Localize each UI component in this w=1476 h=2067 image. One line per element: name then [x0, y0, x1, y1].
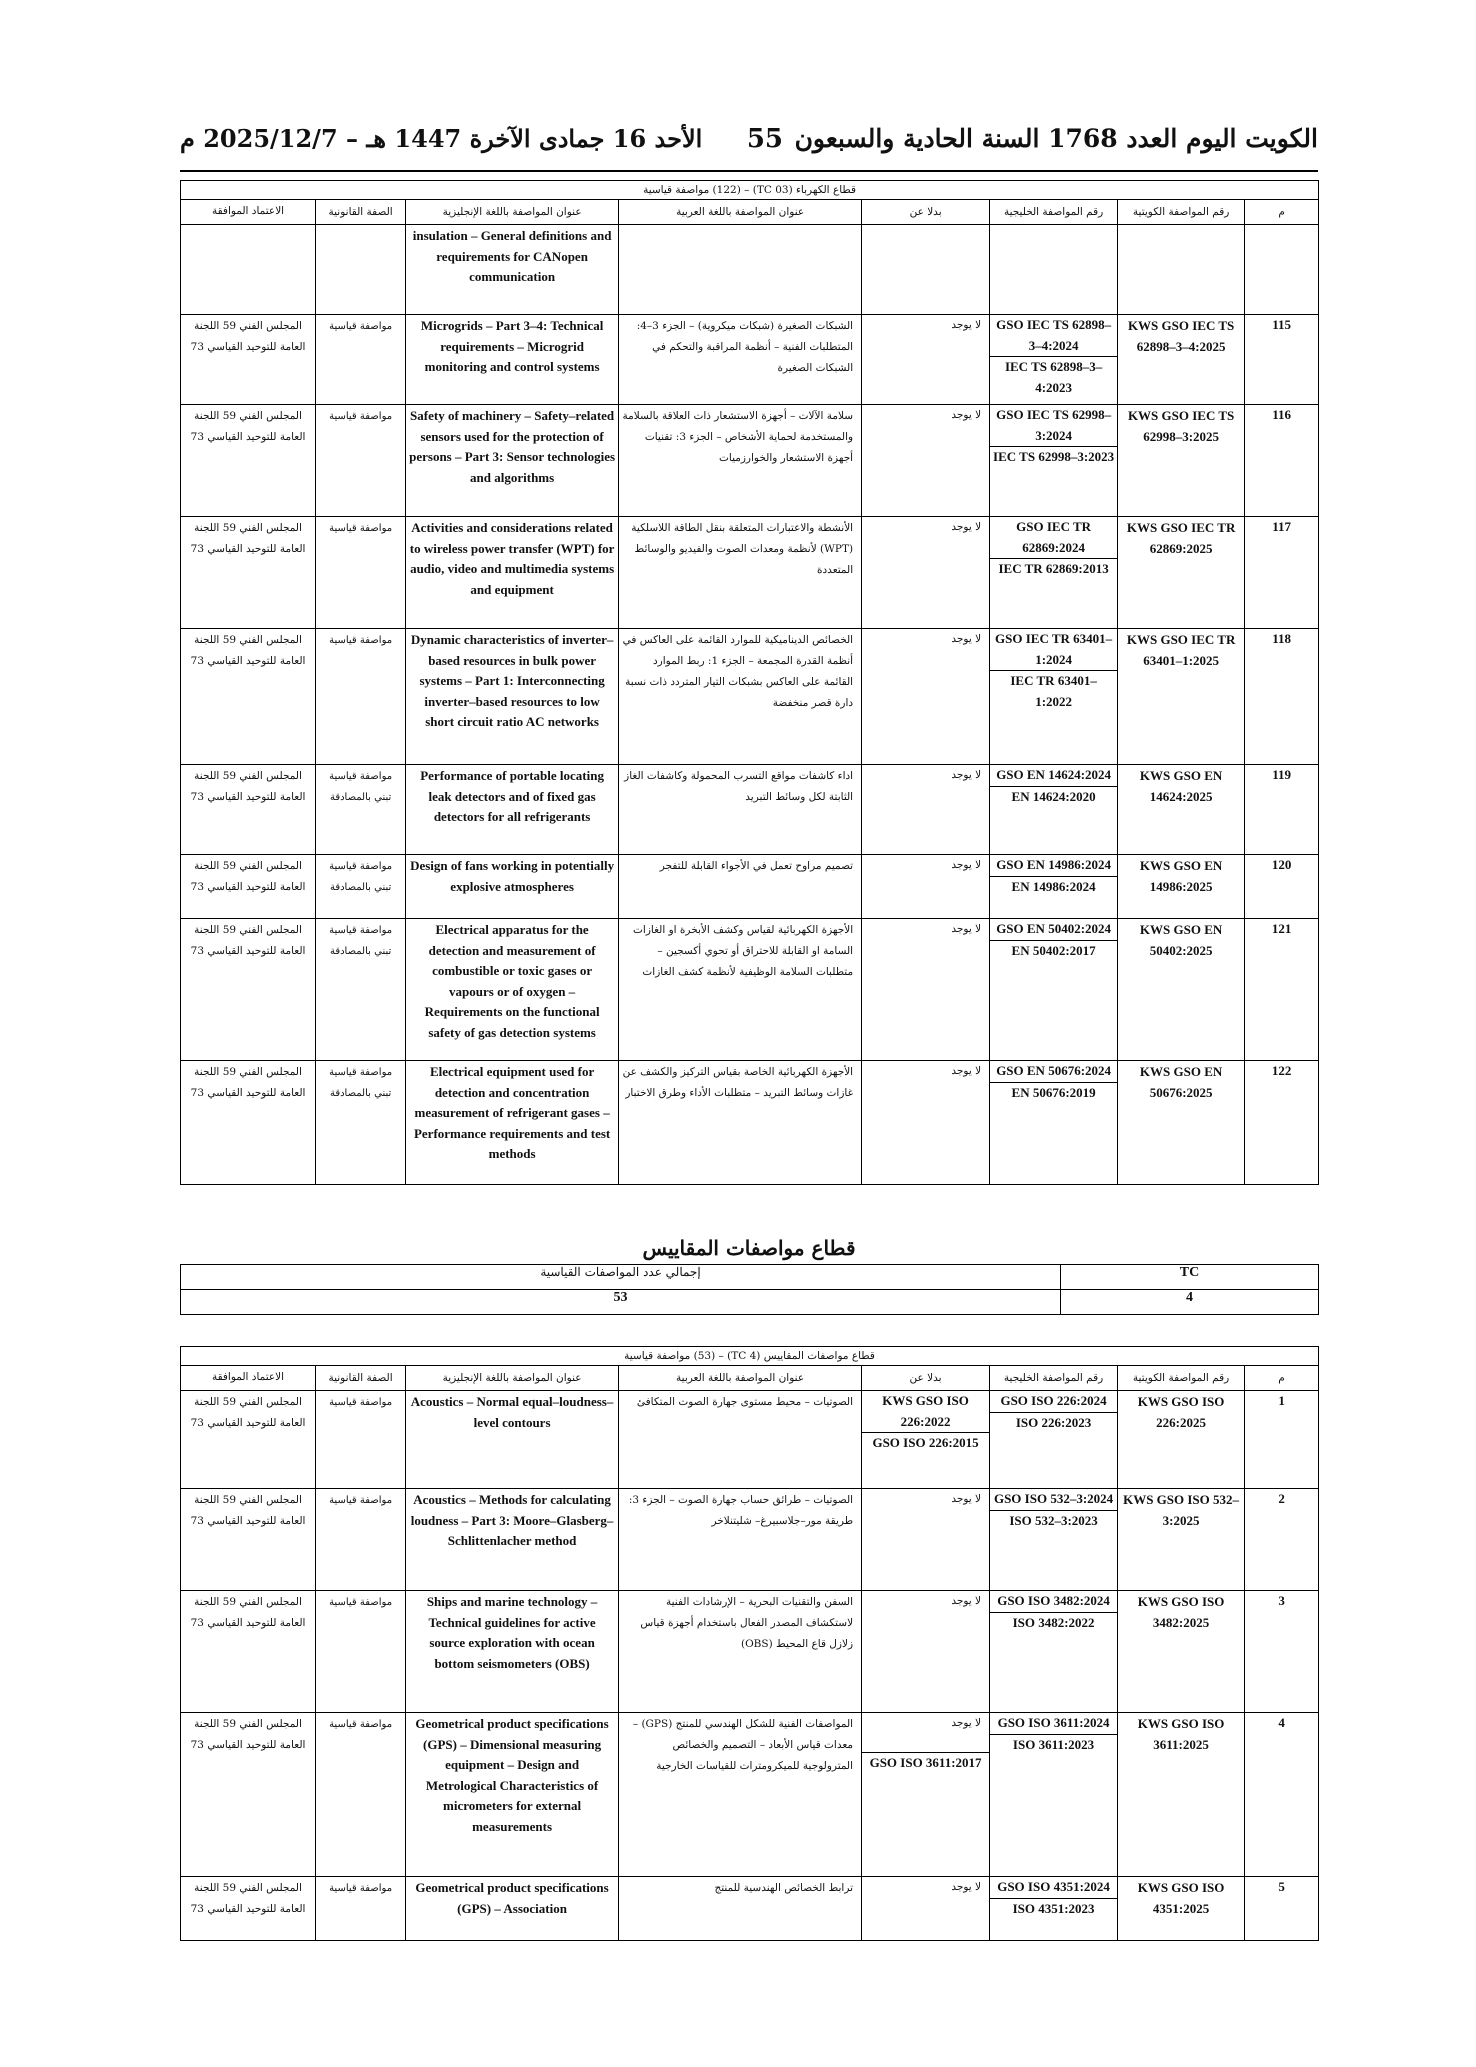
gulf-standard-entry: EN 50402:2017 [990, 940, 1117, 962]
title-english: Acoustics – Normal equal–loudness–level contours [406, 1391, 619, 1489]
serial-number: 3 [1245, 1591, 1319, 1713]
col-title-ar: عنوان المواصفة باللغة العربية [619, 1366, 862, 1391]
title-english: Dynamic characteristics of inverter–based resources in bulk power systems – Part 1: Interconnecting inverter–based resources to low short circuit ratio AC networks [406, 629, 619, 765]
legal-status: مواصفة قياسية [316, 1877, 406, 1941]
gulf-standard-number [990, 1591, 1118, 1713]
table-row [181, 1713, 1319, 1877]
approval-body: المجلس الفني 59 اللجنة العامة للتوحيد القياسي 73 [181, 1061, 316, 1185]
gulf-standard-number [990, 855, 1118, 919]
gulf-standard-entry: EN 50676:2019 [990, 1082, 1117, 1104]
gulf-standard-entry: IEC TR 62869:2013 [990, 558, 1117, 580]
gulf-standard-number [990, 629, 1118, 765]
table-row [181, 1591, 1319, 1713]
title-arabic: الصوتيات – محيط مستوى جهارة الصوت المتكافئ [619, 1391, 862, 1489]
kuwaiti-standard-number: KWS GSO EN 50676:2025 [1118, 1061, 1245, 1185]
approval-body: المجلس الفني 59 اللجنة العامة للتوحيد القياسي 73 [181, 405, 316, 517]
gulf-standard-entry: GSO IEC TS 62898–3–4:2024 [996, 317, 1112, 353]
title-english: Ships and marine technology – Technical guidelines for active source exploration with ocean bottom seismometers (OBS) [406, 1591, 619, 1713]
serial-number: 2 [1245, 1489, 1319, 1591]
title-english: Safety of machinery – Safety–related sensors used for the protection of persons – Part 3: Sensor technologies and algorithms [406, 405, 619, 517]
total-value: 53 [181, 1290, 1061, 1315]
replaces-entry: لا يوجد [951, 1717, 982, 1729]
col-instead: بدلا عن [862, 1366, 990, 1391]
gulf-standard-entry: ISO 4351:2023 [990, 1898, 1117, 1920]
kuwaiti-standard-number: KWS GSO EN 50402:2025 [1118, 919, 1245, 1061]
title-arabic [619, 225, 862, 315]
gulf-standard-entry: EN 14986:2024 [990, 876, 1117, 898]
electricity-standards-table [180, 180, 1319, 1185]
kuwaiti-standard-number: KWS GSO IEC TR 63401–1:2025 [1118, 629, 1245, 765]
serial-number: 5 [1245, 1877, 1319, 1941]
kuwaiti-standard-number: KWS GSO EN 14624:2025 [1118, 765, 1245, 855]
gulf-standard-number [990, 315, 1118, 405]
gulf-standard-entry: GSO ISO 4351:2024 [997, 1879, 1110, 1894]
kuwaiti-standard-number: KWS GSO ISO 532–3:2025 [1118, 1489, 1245, 1591]
gulf-standard-number [990, 765, 1118, 855]
title-arabic: الخصائص الديناميكية للموارد القائمة على العاكس في أنظمة القدرة المجمعة – الجزء 1: ربط الموارد القائمة على العاكس بشبكات التيار المتردد ذات نسبة دارة قصر منخفضة [619, 629, 862, 765]
serial-number: 115 [1245, 315, 1319, 405]
replaces-standard [862, 1877, 990, 1941]
gulf-standard-entry: ISO 532–3:2023 [990, 1510, 1117, 1532]
replaces-standard [862, 1591, 990, 1713]
replaces-standard [862, 919, 990, 1061]
serial-number: 117 [1245, 517, 1319, 629]
legal-status: مواصفة قياسية [316, 1489, 406, 1591]
serial-number: 121 [1245, 919, 1319, 1061]
total-label: إجمالي عدد المواصفات القياسية [181, 1265, 1061, 1290]
title-english: Performance of portable locating leak detectors and of fixed gas detectors for all refrigerants [406, 765, 619, 855]
gulf-standard-number [990, 1061, 1118, 1185]
gulf-standard-entry: GSO IEC TR 62869:2024 [1016, 519, 1092, 555]
replaces-standard [862, 225, 990, 315]
kuwaiti-standard-number: KWS GSO IEC TS 62998–3:2025 [1118, 405, 1245, 517]
gulf-standard-entry: GSO EN 14624:2024 [996, 767, 1112, 782]
tc-label: TC [1061, 1265, 1319, 1290]
approval-body: المجلس الفني 59 اللجنة العامة للتوحيد القياسي 73 [181, 1489, 316, 1591]
gulf-standard-number [990, 1489, 1118, 1591]
gazette-issue: الكويت اليوم العدد 1768 السنة الحادية والسبعون [794, 124, 1318, 153]
legal-status: مواصفة قياسية تبني بالمصادقة [316, 855, 406, 919]
col-serial: م [1245, 200, 1319, 225]
kuwaiti-standard-number: KWS GSO ISO 226:2025 [1118, 1391, 1245, 1489]
title-arabic: السفن والتقنيات البحرية – الإرشادات الفنية لاستكشاف المصدر الفعال باستخدام أجهزة قياس زلازل قاع المحيط (OBS) [619, 1591, 862, 1713]
gulf-standard-number [990, 1391, 1118, 1489]
header-rule [180, 170, 1318, 172]
serial-number: 4 [1245, 1713, 1319, 1877]
replaces-entry: GSO ISO 3611:2017 [862, 1752, 989, 1774]
title-arabic: الشبكات الصغيرة (شبكات ميكروية) – الجزء 3–4: المتطلبات الفنية – أنظمة المراقبة والتحكم في الشبكات الصغيرة [619, 315, 862, 405]
replaces-standard [862, 855, 990, 919]
kuwaiti-standard-number: KWS GSO IEC TS 62898–3–4:2025 [1118, 315, 1245, 405]
title-english: Microgrids – Part 3–4: Technical requirements – Microgrid monitoring and control systems [406, 315, 619, 405]
replaces-standard [862, 1713, 990, 1877]
table-caption: قطاع الكهرباء (TC 03) – (122) مواصفة قياسية [181, 181, 1319, 200]
table-caption: قطاع مواصفات المقاييس (TC 4) – (53) مواصفة قياسية [181, 1347, 1319, 1366]
replaces-entry: لا يوجد [951, 923, 982, 935]
replaces-standard [862, 1489, 990, 1591]
legal-status: مواصفة قياسية [316, 1713, 406, 1877]
gulf-standard-number [990, 919, 1118, 1061]
table-row [181, 765, 1319, 855]
gulf-standard-entry: GSO IEC TS 62998–3:2024 [996, 407, 1112, 443]
title-english: Electrical equipment used for detection and concentration measurement of refrigerant gases – Performance requirements and test methods [406, 1061, 619, 1185]
serial-number: 119 [1245, 765, 1319, 855]
approval-body: المجلس الفني 59 اللجنة العامة للتوحيد القياسي 73 [181, 1877, 316, 1941]
title-arabic: تصميم مراوح تعمل في الأجواء القابلة للتفجر [619, 855, 862, 919]
approval-body: المجلس الفني 59 اللجنة العامة للتوحيد القياسي 73 [181, 919, 316, 1061]
approval-body [181, 225, 316, 315]
legal-status: مواصفة قياسية [316, 1391, 406, 1489]
gulf-standard-number [990, 225, 1118, 315]
col-approval: الاعتماد الموافقة [181, 200, 316, 225]
table-row [181, 405, 1319, 517]
col-legal: الصفة القانونية [316, 1366, 406, 1391]
title-english: Electrical apparatus for the detection and measurement of combustible or toxic gases or vapours or of oxygen – Requirements on the functional safety of gas detection systems [406, 919, 619, 1061]
legal-status: مواصفة قياسية [316, 405, 406, 517]
gulf-standard-entry: EN 14624:2020 [990, 786, 1117, 808]
approval-body: المجلس الفني 59 اللجنة العامة للتوحيد القياسي 73 [181, 315, 316, 405]
col-legal: الصفة القانونية [316, 200, 406, 225]
legal-status [316, 225, 406, 315]
legal-status: مواصفة قياسية [316, 1591, 406, 1713]
replaces-standard [862, 1391, 990, 1489]
replaces-entry: لا يوجد [951, 1595, 982, 1607]
col-gulf: رقم المواصفة الخليجية [990, 1366, 1118, 1391]
serial-number [1245, 225, 1319, 315]
replaces-entry: لا يوجد [951, 521, 982, 533]
gulf-standard-entry: ISO 226:2023 [990, 1412, 1117, 1434]
summary-table [180, 1264, 1319, 1315]
title-arabic: الأنشطة والاعتبارات المتعلقة بنقل الطاقة اللاسلكية (WPT) لأنظمة ومعدات الصوت والفيديو والوسائط المتعددة [619, 517, 862, 629]
gulf-standard-entry: ISO 3482:2022 [990, 1612, 1117, 1634]
approval-body: المجلس الفني 59 اللجنة العامة للتوحيد القياسي 73 [181, 629, 316, 765]
title-arabic: اداء كاشفات مواقع التسرب المحمولة وكاشفات الغاز الثابتة لكل وسائط التبريد [619, 765, 862, 855]
table-row [181, 225, 1319, 315]
replaces-standard [862, 765, 990, 855]
legal-status: مواصفة قياسية [316, 629, 406, 765]
gulf-standard-entry: GSO ISO 3482:2024 [997, 1593, 1110, 1608]
approval-body: المجلس الفني 59 اللجنة العامة للتوحيد القياسي 73 [181, 1391, 316, 1489]
gulf-standard-entry: ISO 3611:2023 [990, 1734, 1117, 1756]
col-kuwaiti: رقم المواصفة الكويتية [1118, 200, 1245, 225]
serial-number: 1 [1245, 1391, 1319, 1489]
table-row [181, 1391, 1319, 1489]
replaces-standard [862, 315, 990, 405]
gulf-standard-entry: GSO ISO 3611:2024 [997, 1715, 1110, 1730]
title-english: insulation – General definitions and requirements for CANopen communication [406, 225, 619, 315]
gulf-standard-entry: GSO EN 50402:2024 [996, 921, 1112, 936]
replaces-entry: لا يوجد [951, 319, 982, 331]
gulf-standard-entry: IEC TS 62998–3:2023 [990, 446, 1117, 468]
serial-number: 118 [1245, 629, 1319, 765]
table-row [181, 1489, 1319, 1591]
replaces-entry: GSO ISO 226:2015 [862, 1432, 989, 1454]
table-row [181, 629, 1319, 765]
gulf-standard-entry: GSO EN 14986:2024 [996, 857, 1112, 872]
replaces-entry: KWS GSO ISO 226:2022 [882, 1393, 969, 1429]
kuwaiti-standard-number: KWS GSO IEC TR 62869:2025 [1118, 517, 1245, 629]
section-title: قطاع مواصفات المقاييس [642, 1236, 856, 1260]
title-english: Geometrical product specifications (GPS) – Dimensional measuring equipment – Design and Metrological Characteristics of micrometers for external measurements [406, 1713, 619, 1877]
gulf-standard-entry: GSO EN 50676:2024 [996, 1063, 1112, 1078]
page-number: 55 [746, 124, 783, 154]
table-row [181, 315, 1319, 405]
replaces-entry: لا يوجد [951, 859, 982, 871]
issue-date: الأحد 16 جمادى الآخرة 1447 هـ – 2025/12/7 م [180, 124, 703, 153]
serial-number: 122 [1245, 1061, 1319, 1185]
tc-value: 4 [1061, 1290, 1319, 1315]
approval-body: المجلس الفني 59 اللجنة العامة للتوحيد القياسي 73 [181, 1713, 316, 1877]
gulf-standard-number [990, 1713, 1118, 1877]
replaces-entry: لا يوجد [951, 633, 982, 645]
title-english: Design of fans working in potentially explosive atmospheres [406, 855, 619, 919]
title-english: Geometrical product specifications (GPS) – Association [406, 1877, 619, 1941]
col-serial: م [1245, 1366, 1319, 1391]
table-row [181, 855, 1319, 919]
title-arabic: الصوتيات – طرائق حساب جهارة الصوت – الجزء 3: طريقة مور–جلاسبيرغ– شليتنلاخر [619, 1489, 862, 1591]
approval-body: المجلس الفني 59 اللجنة العامة للتوحيد القياسي 73 [181, 855, 316, 919]
legal-status: مواصفة قياسية تبني بالمصادقة [316, 1061, 406, 1185]
approval-body: المجلس الفني 59 اللجنة العامة للتوحيد القياسي 73 [181, 517, 316, 629]
col-instead: بدلا عن [862, 200, 990, 225]
col-title-en: عنوان المواصفة باللغة الإنجليزية [406, 1366, 619, 1391]
replaces-standard [862, 629, 990, 765]
metrology-standards-table [180, 1346, 1319, 1941]
gulf-standard-entry: IEC TS 62898–3–4:2023 [990, 356, 1117, 398]
table-row [181, 1877, 1319, 1941]
col-kuwaiti: رقم المواصفة الكويتية [1118, 1366, 1245, 1391]
gulf-standard-entry: GSO IEC TR 63401–1:2024 [995, 631, 1113, 667]
title-arabic: الأجهزة الكهربائية الخاصة بقياس التركيز والكشف عن غازات وسائط التبريد – متطلبات الأداء وطرق الاختبار [619, 1061, 862, 1185]
title-arabic: المواصفات الفنية للشكل الهندسي للمنتج (GPS) – معدات قياس الأبعاد – التصميم والخصائص المترولوجية للميكرومترات للقياسات الخارجية [619, 1713, 862, 1877]
gulf-standard-number [990, 1877, 1118, 1941]
kuwaiti-standard-number: KWS GSO ISO 3482:2025 [1118, 1591, 1245, 1713]
serial-number: 116 [1245, 405, 1319, 517]
replaces-entry: لا يوجد [951, 1065, 982, 1077]
title-english: Activities and considerations related to wireless power transfer (WPT) for audio, video and multimedia systems and equipment [406, 517, 619, 629]
gulf-standard-number [990, 517, 1118, 629]
kuwaiti-standard-number: KWS GSO EN 14986:2025 [1118, 855, 1245, 919]
col-gulf: رقم المواصفة الخليجية [990, 200, 1118, 225]
replaces-entry: لا يوجد [951, 409, 982, 421]
legal-status: مواصفة قياسية تبني بالمصادقة [316, 765, 406, 855]
approval-body: المجلس الفني 59 اللجنة العامة للتوحيد القياسي 73 [181, 1591, 316, 1713]
replaces-entry: لا يوجد [951, 1881, 982, 1893]
title-arabic: سلامة الآلات – أجهزة الاستشعار ذات العلاقة بالسلامة والمستخدمة لحماية الأشخاص – الجزء 3: تقنيات أجهزة الاستشعار والخوارزميات [619, 405, 862, 517]
gulf-standard-number [990, 405, 1118, 517]
title-arabic: الأجهزة الكهربائية لقياس وكشف الأبخرة او الغازات السامة او القابلة للاحتراق أو تحوي أكسجين – متطلبات السلامة الوظيفية لأنظمة كشف الغازات [619, 919, 862, 1061]
replaces-standard [862, 1061, 990, 1185]
gulf-standard-entry: GSO ISO 226:2024 [1000, 1393, 1107, 1408]
table-row [181, 517, 1319, 629]
replaces-entry: لا يوجد [951, 1493, 982, 1505]
legal-status: مواصفة قياسية تبني بالمصادقة [316, 919, 406, 1061]
gulf-standard-entry: GSO ISO 532–3:2024 [993, 1491, 1114, 1506]
table-row [181, 919, 1319, 1061]
kuwaiti-standard-number: KWS GSO ISO 4351:2025 [1118, 1877, 1245, 1941]
col-title-en: عنوان المواصفة باللغة الإنجليزية [406, 200, 619, 225]
title-english: Acoustics – Methods for calculating loudness – Part 3: Moore–Glasberg–Schlittenlacher method [406, 1489, 619, 1591]
table-row [181, 1061, 1319, 1185]
serial-number: 120 [1245, 855, 1319, 919]
approval-body: المجلس الفني 59 اللجنة العامة للتوحيد القياسي 73 [181, 765, 316, 855]
page-header [180, 118, 1318, 162]
legal-status: مواصفة قياسية [316, 517, 406, 629]
replaces-entry: لا يوجد [951, 769, 982, 781]
col-approval: الاعتماد الموافقة [181, 1366, 316, 1391]
legal-status: مواصفة قياسية [316, 315, 406, 405]
kuwaiti-standard-number [1118, 225, 1245, 315]
col-title-ar: عنوان المواصفة باللغة العربية [619, 200, 862, 225]
title-arabic: ترابط الخصائص الهندسية للمنتج [619, 1877, 862, 1941]
kuwaiti-standard-number: KWS GSO ISO 3611:2025 [1118, 1713, 1245, 1877]
replaces-standard [862, 517, 990, 629]
gulf-standard-entry: IEC TR 63401–1:2022 [990, 670, 1117, 712]
replaces-standard [862, 405, 990, 517]
